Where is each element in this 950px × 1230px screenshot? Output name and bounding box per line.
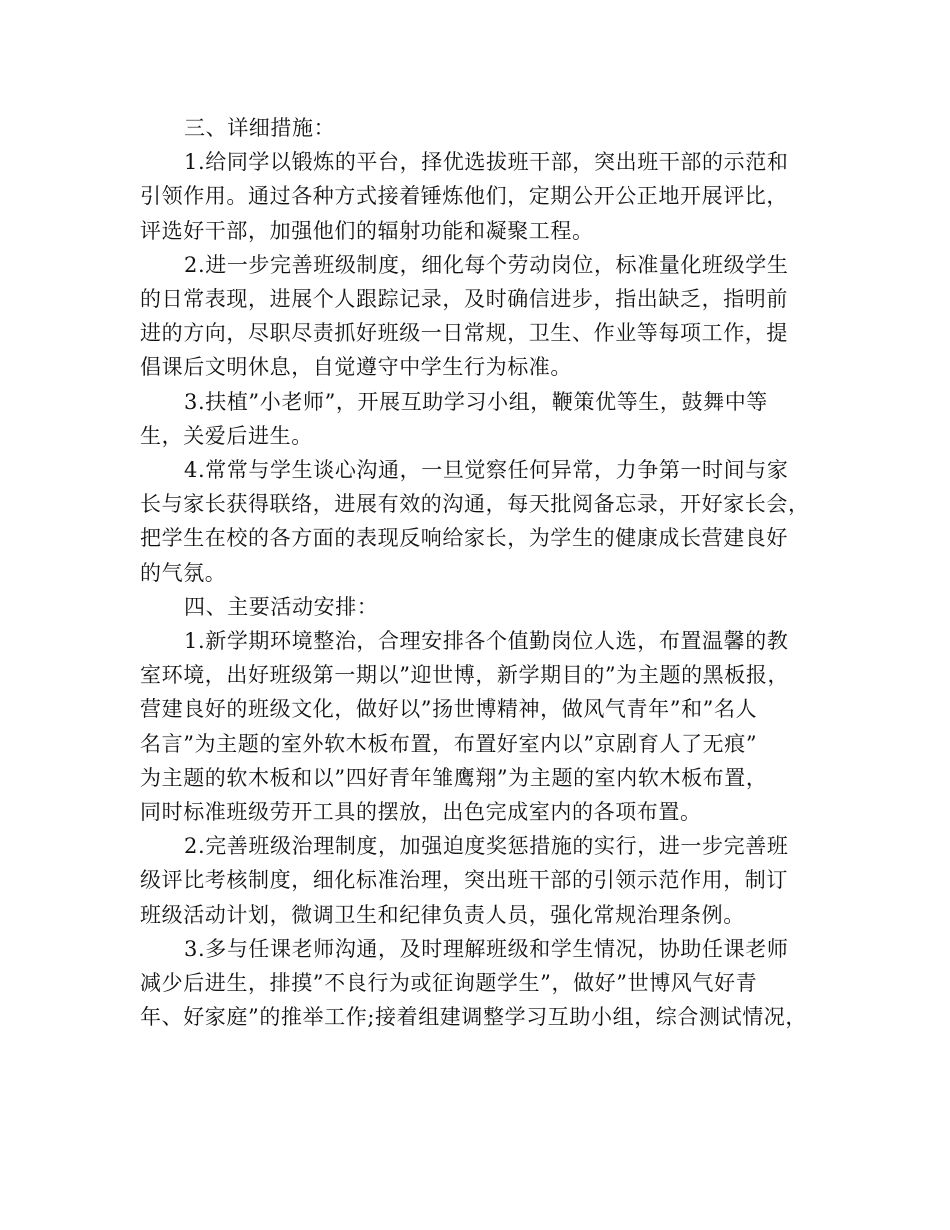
document-body [140,111,815,1034]
text-line: 班级活动计划，微调卫生和纪律负责人员，强化常规治理条例。 [140,902,745,927]
text-line: 的日常表现，进展个人跟踪记录，及时确信进步，指出缺乏，指明前 [140,287,788,312]
text-line: 评选好干部，加强他们的辐射功能和凝聚工程。 [140,218,594,243]
text-line: 1.新学期环境整治，合理安排各个值勤岗位人选，布置温馨的教 [184,629,789,654]
text-line: 室环境，出好班级第一期以”迎世博，新学期目的”为主题的黑板报， [140,663,790,688]
section-heading-detailed-measures [140,111,815,145]
text-line: 营建良好的班级文化，做好以”扬世博精神，做风气青年”和”名人 [140,697,758,722]
text-line: 2.进一步完善班级制度，细化每个劳动岗位，标准量化班级学生 [184,252,789,277]
text-line: 同时标准班级劳开工具的摆放，出色完成室内的各项布置。 [140,800,702,825]
text-line: 减少后进生，排摸”不良行为或征询题学生”，做好”世博风气好青 [140,971,758,996]
heading-line: 三、详细措施： [184,116,336,140]
text-line: 3.多与任课老师沟通，及时理解班级和学生情况，协助任课老师 [184,936,789,961]
activity-item-1 [140,624,815,829]
text-line: 进的方向，尽职尽责抓好班级一日常规，卫生、作业等每项工作，提 [140,321,788,346]
activity-item-2 [140,829,815,932]
measure-item-2 [140,248,815,385]
text-line: 名言”为主题的室外软木板布置，布置好室内以”京剧育人了无痕” [140,731,758,756]
text-line: 把学生在校的各方面的表现反响给家长，为学生的健康成长营建良好 [140,526,788,551]
measure-item-1 [140,145,815,248]
activity-item-3 [140,932,815,1035]
text-line: 倡课后文明休息，自觉遵守中学生行为标准。 [140,355,572,380]
text-line: 的气氛。 [140,560,227,585]
text-line: 2.完善班级治理制度，加强迫度奖惩措施的实行，进一步完善班 [184,834,789,859]
text-line: 级评比考核制度，细化标准治理，突出班干部的引领示范作用，制订 [140,868,788,893]
text-line: 3.扶植”小老师”，开展互助学习小组，鞭策优等生，鼓舞中等 [184,389,768,414]
text-line: 生，关爱后进生。 [140,423,313,448]
text-line: 1.给同学以锻炼的平台，择优选拔班干部，突出班干部的示范和 [184,150,789,175]
text-line: 为主题的软木板和以”四好青年雏鹰翔”为主题的室内软木板布置， [140,765,768,790]
text-line: 长与家长获得联络，进展有效的沟通，每天批阅备忘录，开好家长会， [140,492,810,517]
measure-item-4 [140,453,815,590]
text-line: 年、好家庭”的推举工作;接着组建调整学习互助小组，综合测试情况， [140,1005,808,1030]
measure-item-3 [140,385,815,453]
section-heading-main-activities [140,590,815,624]
text-line: 引领作用。通过各种方式接着锤炼他们，定期公开公正地开展评比， [140,184,788,209]
heading-line: 四、主要活动安排： [184,594,379,619]
text-line: 4.常常与学生谈心沟通，一旦觉察任何异常，力争第一时间与家 [184,458,789,483]
